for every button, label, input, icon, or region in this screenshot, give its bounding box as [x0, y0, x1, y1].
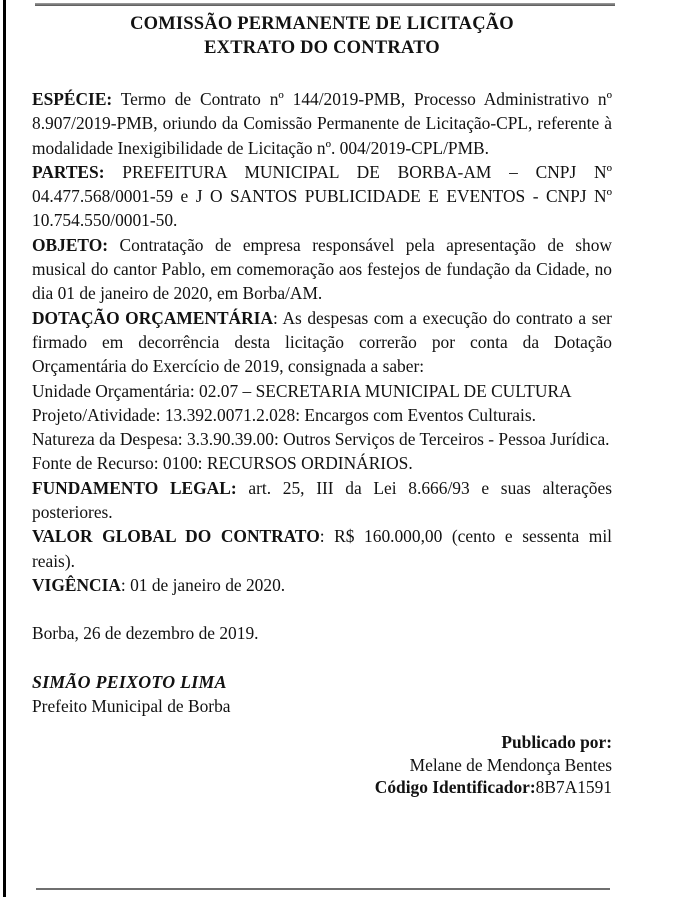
- paragraph-label: PARTES:: [32, 161, 105, 182]
- paragraph-text: art. 25, III da Lei 8.666/93 e suas alterações posteriores.: [32, 477, 612, 523]
- paragraph-partes: [32, 160, 612, 233]
- paragraph-text: PREFEITURA MUNICIPAL DE BORBA-AM – CNPJ Nº 04.477.568/0001-59 e J O SANTOS PUBLICIDADE E EVENTOS - CNPJ Nº 10.754.550/0001-50.: [32, 161, 612, 231]
- signatory-name: SIMÃO PEIXOTO LIMA: [32, 671, 227, 692]
- paragraph-text: Fonte de Recurso: 0100: RECURSOS ORDINÁRIOS.: [32, 453, 413, 474]
- paragraph-valor-global: [32, 524, 612, 573]
- document-content: [32, 12, 612, 799]
- paragraph-natureza-despesa: [32, 427, 612, 451]
- paragraph-dotacao-orcamentaria: [32, 306, 612, 379]
- paragraph-label: FUNDAMENTO LEGAL:: [32, 477, 237, 498]
- paragraph-unidade-orcamentaria: [32, 379, 612, 403]
- top-divider: [35, 3, 615, 6]
- document-title: [32, 12, 612, 60]
- bottom-divider: [36, 888, 610, 890]
- paragraph-vigencia: [32, 573, 612, 597]
- paragraph-text: : As despesas com a execução do contrato a ser firmado em decorrência desta licitação correrão por conta da Dotação Orçamentária do Exercício de 2019, consignada a saber:: [32, 307, 612, 377]
- paragraph-text: : 01 de janeiro de 2020.: [120, 574, 286, 595]
- paragraph-fundamento-legal: [32, 476, 612, 525]
- paragraph-text: Termo de Contrato nº 144/2019-PMB, Processo Administrativo nº 8.907/2019-PMB, oriundo da Comissão Permanente de Licitação-CPL, referente à modalidade Inexigibilidade de Licitação nº. 004/2019-CPL/PMB.: [32, 89, 612, 158]
- page-left-border: [3, 0, 6, 897]
- identifier-code-value: 8B7A1591: [535, 777, 612, 798]
- publication-block: [32, 731, 612, 799]
- paragraph-projeto-atividade: [32, 403, 612, 427]
- published-by-name: Melane de Mendonça Bentes: [409, 754, 612, 775]
- document-title-line1: COMISSÃO PERMANENTE DE LICITAÇÃO: [130, 14, 514, 34]
- dateline: Borba, 26 de dezembro de 2019.: [32, 623, 259, 644]
- identifier-code-label: Código Identificador:: [374, 777, 536, 798]
- paragraph-label: VIGÊNCIA: [32, 574, 121, 595]
- document-title-line2: EXTRATO DO CONTRATO: [204, 38, 440, 58]
- paragraph-label: ESPÉCIE:: [32, 89, 113, 109]
- paragraph-label: OBJETO:: [32, 234, 109, 255]
- paragraph-text: Unidade Orçamentária: 02.07 – SECRETARIA MUNICIPAL DE CULTURA: [32, 380, 572, 401]
- paragraph-label: DOTAÇÃO ORÇAMENTÁRIA: [32, 307, 273, 328]
- paragraph-label: VALOR GLOBAL DO CONTRATO: [32, 526, 320, 547]
- paragraph-especie: [32, 87, 612, 160]
- paragraph-objeto: [32, 233, 612, 306]
- published-by-label: Publicado por:: [501, 732, 612, 753]
- signatory-role: Prefeito Municipal de Borba: [32, 695, 231, 716]
- paragraph-text: Natureza da Despesa: 3.3.90.39.00: Outros Serviços de Terceiros - Pessoa Jurídica.: [32, 429, 610, 450]
- paragraph-fonte-recurso: [32, 451, 612, 475]
- identifier-code-line: [32, 776, 612, 799]
- paragraph-text: Projeto/Atividade: 13.392.0071.2.028: Encargos com Eventos Culturais.: [32, 404, 536, 425]
- paragraph-text: Contratação de empresa responsável pela apresentação de show musical do cantor Pablo, em comemoração aos festejos de fundação da Cidade, no dia 01 de janeiro de 2020, em Borba/AM.: [32, 234, 612, 304]
- paragraph-text: : R$ 160.000,00 (cento e sessenta mil reais).: [32, 526, 612, 571]
